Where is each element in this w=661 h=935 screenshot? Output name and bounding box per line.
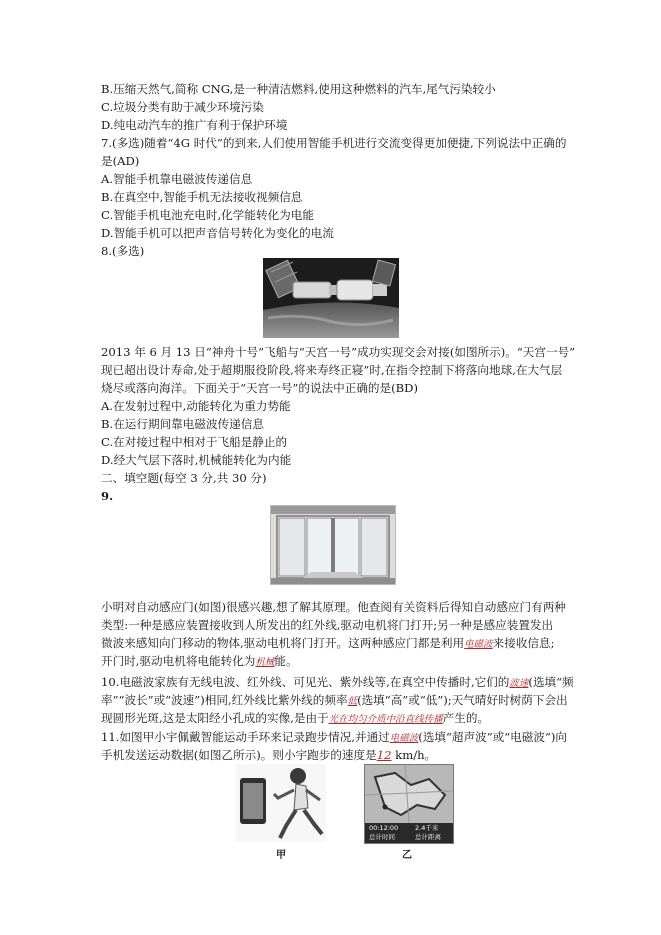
section-title-fill-blank: 二、填空题(每空 3 分,共 30 分) — [101, 471, 267, 485]
running-app-screenshot — [364, 764, 454, 844]
q8-stem-line-1: 2013 年 6 月 13 日“神舟十号”飞船与“天宫一号”成功实现交会对接(如图所示)。“天宫一号” — [101, 345, 576, 359]
q9-text: 开门时,驱动电机将电能转化为 — [101, 654, 256, 668]
q9-paragraph-line-3 — [101, 634, 571, 654]
q10-line-2 — [101, 691, 571, 711]
spacecraft-docking-illustration — [263, 258, 399, 338]
app-distance-label: 总计距离 — [415, 833, 441, 841]
q11-line-2 — [101, 746, 571, 764]
route-map-illustration — [365, 765, 453, 823]
q8-stem-line-2: 现已超出设计寿命,处于超期服役阶段,将来寿终正寝”时,在指令控制下将落向地球,在大气层 — [101, 363, 563, 377]
q8-option-b: B.在运行期间靠电磁波传递信息 — [101, 417, 264, 431]
q11-line-1 — [101, 728, 571, 748]
q10-answer-3: 光在均匀介质中沿直线传播 — [328, 714, 443, 725]
figure-caption-yi: 乙 — [402, 850, 412, 861]
automatic-door-image — [270, 505, 396, 585]
app-stats-panel — [365, 823, 453, 843]
q9-paragraph-line-2: 类型:一种是感应装置接收到人所发出的红外线,驱动电机将门打开;另一种是感应装置发出 — [101, 618, 554, 632]
q7-stem-line-1: 7.(多选)随着“4G 时代”的到来,人们使用智能手机进行交流变得更加便捷,下列说法中正确的 — [101, 136, 567, 150]
spacecraft-docking-image — [263, 258, 399, 338]
q6-option-d: D.纯电动汽车的推广有利于保护环境 — [101, 118, 288, 132]
q6-option-c: C.垃圾分类有助于减少环境污染 — [101, 100, 264, 114]
q9-answer-1: 电磁波 — [464, 639, 493, 650]
q10-line-3 — [101, 709, 571, 729]
q11-answer-2: 12 — [376, 748, 392, 762]
q9-number: 9. — [101, 489, 114, 503]
q7-option-d: D.智能手机可以把声音信号转化为变化的电流 — [101, 226, 334, 240]
q11-answer-1: 电磁波 — [389, 733, 419, 744]
q7-option-c: C.智能手机电池充电时,化学能转化为电能 — [101, 208, 314, 222]
q9-text: 微波来感知向门移动的物体,驱动电机将门打开。这两种感应门都是利用 — [101, 636, 465, 650]
q10-text: 10.电磁波家族有无线电波、红外线、可见光、紫外线等,在真空中传播时,它们的 — [101, 675, 510, 689]
q11-text: km/h。 — [391, 748, 437, 762]
q8-option-d: D.经大气层下落时,机械能转化为内能 — [101, 453, 292, 467]
q10-text: 率”“波长”或“波速”)相同,红外线比紫外线的频率 — [101, 693, 348, 707]
runner-illustration — [236, 764, 326, 842]
app-time-value: 00:12:00 — [369, 824, 399, 832]
q9-text: 能。 — [274, 654, 298, 668]
q9-text: 来接收信息; — [492, 636, 555, 650]
q8-option-a: A.在发射过程中,动能转化为重力势能 — [101, 399, 291, 413]
q9-paragraph-line-4 — [101, 652, 571, 672]
q11-text: 手机发送运动数据(如图乙所示)。则小宇跑步的速度是 — [101, 748, 377, 762]
q10-answer-1: 波速 — [509, 678, 529, 689]
q10-text: 产生的。 — [442, 711, 490, 725]
q10-line-1 — [101, 673, 574, 693]
automatic-door-illustration — [271, 506, 395, 584]
figure-caption-jia: 甲 — [276, 850, 286, 861]
q8-stem-line-3: 烧尽或落向海洋。下面关于“天宫一号”的说法中正确的是(BD) — [101, 381, 418, 395]
q8-option-c: C.在对接过程中相对于飞船是静止的 — [101, 435, 288, 449]
q10-text: 现圆形光斑,这是太阳经小孔成的实像,是由于 — [101, 711, 329, 725]
q9-paragraph-line-1: 小明对自动感应门(如图)很感兴趣,想了解其原理。他查阅有关资料后得知自动感应门有两种 — [101, 600, 566, 614]
q7-stem-line-2: 是(AD) — [101, 154, 140, 168]
q11-text: (选填“超声波”或“电磁波”)向 — [418, 730, 567, 744]
runner-with-phone-image — [236, 764, 326, 842]
q6-option-b: B.压缩天然气,简称 CNG,是一种清洁燃料,使用这种燃料的汽车,尾气污染较小 — [101, 82, 496, 96]
q7-option-a: A.智能手机靠电磁波传递信息 — [101, 172, 253, 186]
q10-text: (选填“频 — [528, 675, 574, 689]
q8-number: 8.(多选) — [101, 244, 145, 258]
q11-text: 11.如图甲小宇佩戴智能运动手环来记录跑步情况,并通过 — [101, 730, 390, 744]
q10-text: (选填“高”或“低”);天气晴好时树荫下会出 — [357, 693, 568, 707]
q9-answer-2: 机械 — [255, 657, 275, 668]
app-distance-value: 2.4千米 — [415, 824, 439, 832]
q10-answer-2: 低 — [347, 696, 358, 707]
q7-option-b: B.在真空中,智能手机无法接收视频信息 — [101, 190, 303, 204]
app-time-label: 总计时间 — [369, 833, 395, 841]
